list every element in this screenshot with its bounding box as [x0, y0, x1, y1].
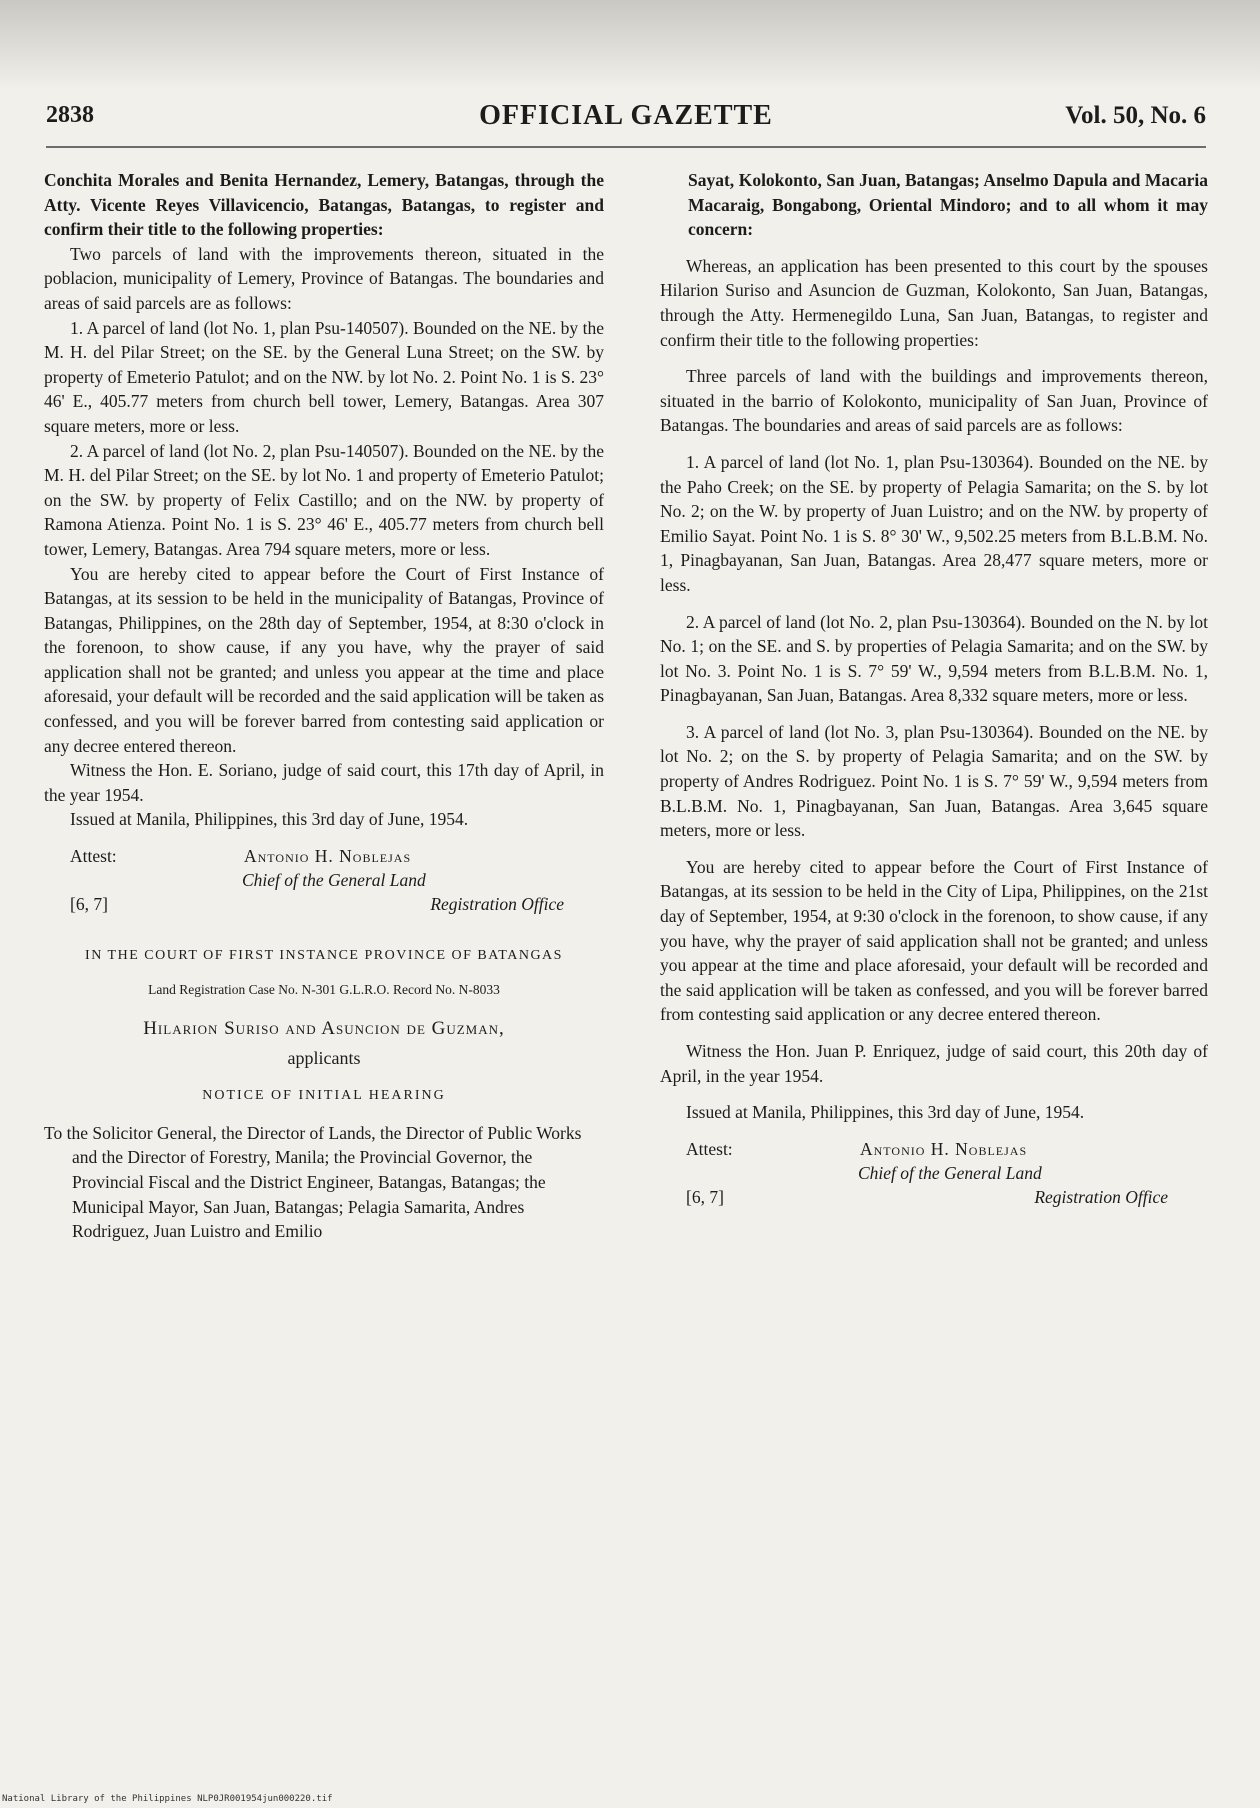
issued-paragraph: Issued at Manila, Philippines, this 3rd day of June, 1954. [686, 1102, 1085, 1123]
page-header [46, 98, 1206, 138]
scan-footer: National Library of the Philippines NLP0JR001954jun000220.tif [2, 1794, 333, 1804]
parcel-3: 3. A parcel of land (lot No. 3, plan Psu-130364). Bounded on the NE. by lot No. 2; on the S. by property of Pelagia Samarita; and on the SW. by property of Andres Rodriguez. Point No. 1 is S. 7° 59' W., 9,594 meters from B.L.B.M. No. 1, Pinagbayanan, San Juan, Batangas. Area 3,645 square meters, more or less. [660, 721, 1208, 841]
signature-block [660, 1137, 1208, 1213]
court-heading: IN THE COURT OF FIRST INSTANCE PROVINCE OF BATANGAS [85, 948, 563, 964]
signature-block [44, 844, 604, 920]
whereas-paragraph: Whereas, an application has been presented to this court by the spouses Hilarion Suriso and Asuncion de Guzman, Kolokonto, San Juan, Batangas, through the Atty. Hermenegildo Luna, San Juan, Batangas, to register and confirm their title to the following properties: [660, 255, 1208, 350]
signer-office: Registration Office [1034, 1186, 1168, 1207]
addressees: To the Solicitor General, the Director of Lands, the Director of Public Works and the Director of Forestry, Manila; the Provincial Governor, the Provincial Fiscal and the District Engineer, Batangas, Batangas; the Municipal Mayor, San Juan, Batangas; Pelagia Samarita, Andres Rodriguez, Juan Luistro and Emilio [44, 1122, 582, 1242]
attest-label: Attest: [686, 1138, 733, 1159]
witness-paragraph: Witness the Hon. Juan P. Enriquez, judge of said court, this 20th day of April, in the year 1954. [660, 1041, 1208, 1086]
notice-title: NOTICE OF INITIAL HEARING [202, 1088, 446, 1104]
witness-paragraph: Witness the Hon. E. Soriano, judge of said court, this 17th day of April, in the year 1954. [44, 760, 604, 805]
signer-office: Registration Office [430, 894, 564, 915]
scan-shading [0, 0, 1260, 90]
issue-reference: [6, 7] [686, 1186, 724, 1207]
signer-name: Antonio H. Noblejas [244, 846, 412, 867]
page-number: 2838 [46, 102, 94, 128]
parcel-2: 2. A parcel of land (lot No. 2, plan Psu-140507). Bounded on the NE. by the M. H. del Pilar Street; on the SE. by lot No. 1 and property of Emeterio Patulot; on the SW. by property of Felix Castillo; and on the NW. by property of Ramona Atienza. Point No. 1 is S. 23° 46' E., 405.77 meters from church bell tower, Lemery, Batangas. Area 794 square meters, more or less. [44, 440, 604, 559]
signer-name: Antonio H. Noblejas [860, 1138, 1028, 1159]
citation-paragraph: You are hereby cited to appear before the Court of First Instance of Batangas, at its session to be held in the City of Lipa, Philippines, on the 21st day of September, 1954, at 9:30 o'clock in the forenoon, to show cause, if any you have, why the prayer of said application shall not be granted; and unless you appear at the time and place aforesaid, your default will be recorded and the said application will be taken as confessed, and you will be forever barred from contesting said application or any decree entered thereon. [660, 856, 1208, 1025]
signer-title: Chief of the General Land [858, 1162, 1042, 1183]
case-caption: Hilarion Suriso and Asuncion de Guzman, [143, 1018, 505, 1040]
issued-paragraph: Issued at Manila, Philippines, this 3rd day of June, 1954. [70, 809, 469, 830]
publication-title: OFFICIAL GAZETTE [479, 100, 773, 131]
addressees-continued: Sayat, Kolokonto, San Juan, Batangas; Anselmo Dapula and Macaria Macaraig, Bongabong, Oriental Mindoro; and to all whom it may concern: [688, 170, 1208, 240]
signer-title: Chief of the General Land [242, 870, 426, 891]
right-column [660, 168, 1208, 1213]
issue-reference: [6, 7] [70, 894, 108, 915]
notice-intro: Conchita Morales and Benita Hernandez, Lemery, Batangas, through the Atty. Vicente Reyes Villavicencio, Batangas, Batangas, to register and confirm their title to the following properties: [44, 170, 604, 240]
applicants-label: applicants [287, 1047, 361, 1068]
parcels-description: Three parcels of land with the buildings and improvements thereon, situated in the barrio of Kolokonto, municipality of San Juan, Province of Batangas. The boundaries and areas of said parcels are as follows: [660, 366, 1208, 436]
volume-number: Vol. 50, No. 6 [1065, 102, 1206, 129]
parcel-2: 2. A parcel of land (lot No. 2, plan Psu-130364). Bounded on the N. by lot No. 1; on the SE. and S. by properties of Pelagia Samarita; and on the SW. by lot No. 3. Point No. 1 is S. 7° 59' W., 9,594 meters from B.L.B.M. No. 1, Pinagbayanan, San Juan, Batangas. Area 8,332 square meters, more or less. [660, 611, 1208, 706]
parcels-description: Two parcels of land with the improvements thereon, situated in the poblacion, municipality of Lemery, Province of Batangas. The boundaries and areas of said parcels are as follows: [44, 243, 604, 313]
case-number: Land Registration Case No. N-301 G.L.R.O. Record No. N-8033 [148, 982, 500, 998]
parcel-1: 1. A parcel of land (lot No. 1, plan Psu-140507). Bounded on the NE. by the M. H. del Pilar Street; on the SE. by the General Luna Street; on the SW. by property of Emeterio Patulot; and on the NW. by lot No. 2. Point No. 1 is S. 23° 46' E., 405.77 meters from church bell tower, Lemery, Batangas. Area 307 square meters, more or less. [44, 317, 604, 436]
header-rule [46, 146, 1206, 148]
citation-paragraph: You are hereby cited to appear before the Court of First Instance of Batangas, at its session to be held in the municipality of Batangas, Province of Batangas, Philippines, on the 28th day of September, 1954, at 8:30 o'clock in the forenoon, to show cause, if any you have, why the prayer of said application shall not be granted; and unless you appear at the time and place aforesaid, your default will be recorded and the said application will be taken as confessed, and you will be forever barred from contesting said application or any decree entered thereon. [44, 563, 604, 756]
parcel-1: 1. A parcel of land (lot No. 1, plan Psu-130364). Bounded on the NE. by the Paho Creek; on the SE. by property of Pelagia Samarita; on the S. by lot No. 2; on the W. by property of Juan Luistro; and on the NW. by property of Emilio Sayat. Point No. 1 is S. 8° 30' W., 9,502.25 meters from B.L.B.M. No. 1, Pinagbayanan, San Juan, Batangas. Area 28,477 square meters, more or less. [660, 451, 1208, 595]
attest-label: Attest: [70, 846, 117, 867]
left-column [44, 168, 604, 1244]
